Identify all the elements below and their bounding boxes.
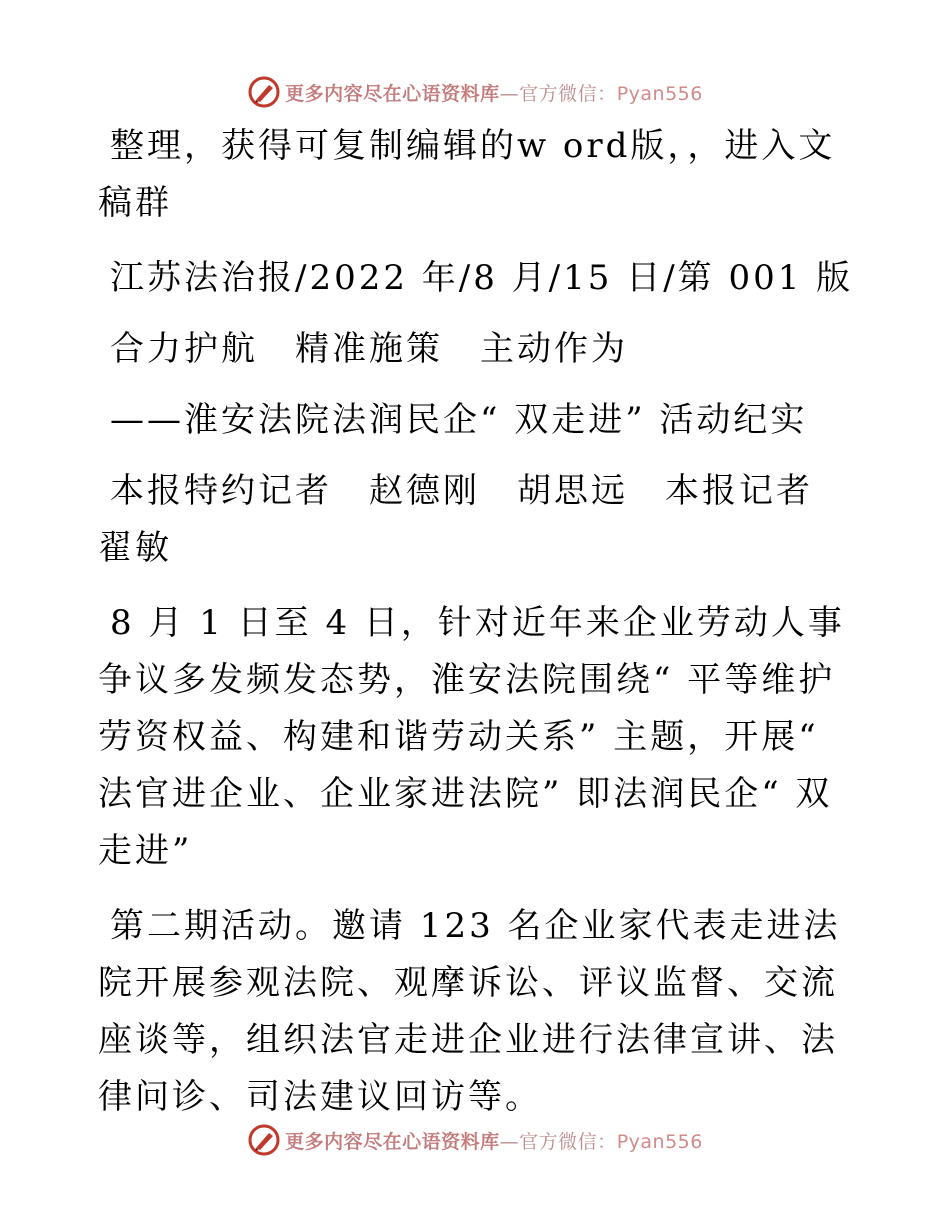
byline: 本报特约记者 赵德刚 胡思远 本报记者 翟敏 xyxy=(98,471,850,568)
watermark-text: 更多内容尽在心语资料库—官方微信：Pyan556 xyxy=(285,1130,703,1153)
intro-text: 整理，获得可复制编辑的w ord版，，进入文稿群 xyxy=(98,126,836,223)
pen-logo-icon xyxy=(247,1123,281,1157)
headline: 合力护航 精准施策 主动作为 xyxy=(110,329,628,369)
header-watermark xyxy=(0,72,950,112)
subheadline: ——淮安法院法润民企“ 双走进” 活动纪实 xyxy=(110,400,808,440)
footer-watermark xyxy=(0,1120,950,1160)
watermark-text: 更多内容尽在心语资料库—官方微信：Pyan556 xyxy=(285,82,703,105)
source-line: 江苏法治报/2022 年/8 月/15 日/第 001 版 xyxy=(110,258,854,298)
paragraph-2: 第二期活动。邀请 123 名企业家代表走进法院开展参观法院、观摩诉讼、评议监督、交流座谈等，组织法官走进企业进行法律宣讲、法律问诊、司法建议回访等。 xyxy=(98,906,841,1117)
paragraph-1: 8 月 1 日至 4 日，针对近年来企业劳动人事争议多发频发态势，淮安法院围绕“ 平等维护劳资权益、构建和谐劳动关系” 主题，开展“ 法官进企业、企业家进法院” 即法润民企“ 双走进” xyxy=(98,603,845,871)
document-body xyxy=(98,118,858,1144)
pen-logo-icon xyxy=(247,75,281,109)
